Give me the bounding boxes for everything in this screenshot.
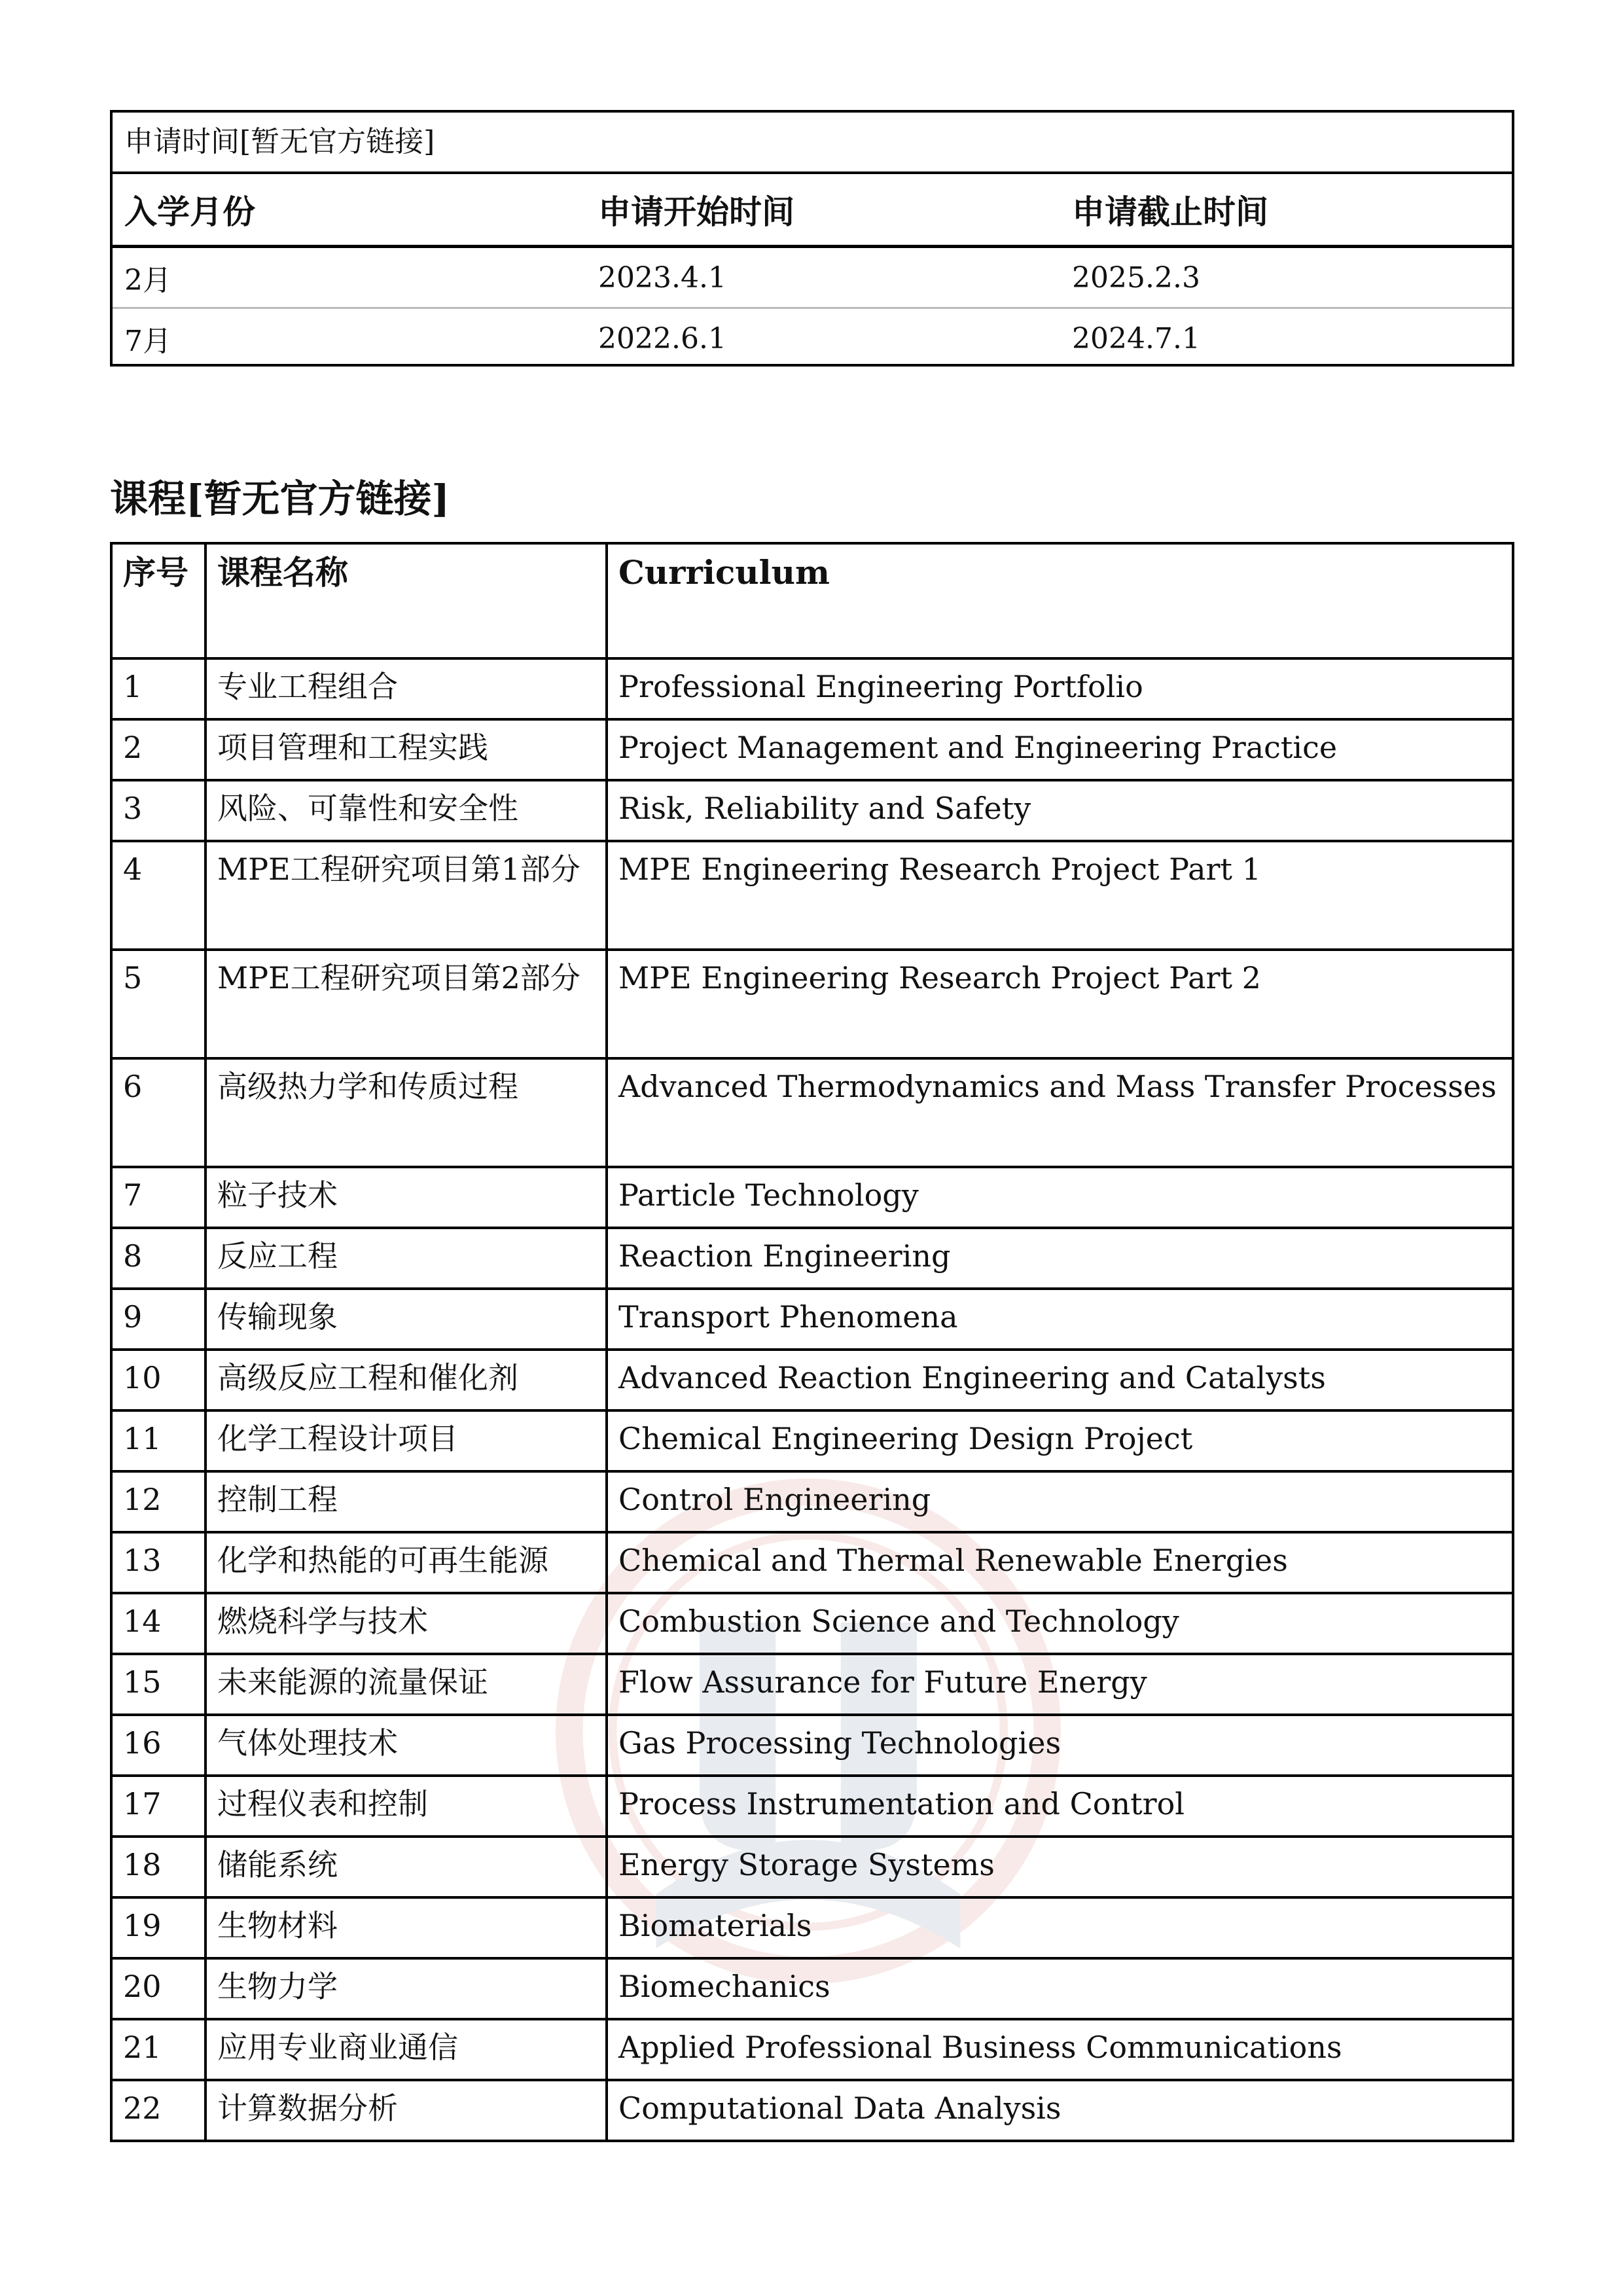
table-row bbox=[111, 1228, 1513, 1289]
course-name-en: Combustion Science and Technology bbox=[607, 1593, 1513, 1654]
course-name-cn: 燃烧科学与技术 bbox=[205, 1593, 607, 1654]
course-number: 16 bbox=[111, 1715, 205, 1776]
deadline: 2025.2.3 bbox=[1060, 247, 1512, 308]
course-number: 7 bbox=[111, 1167, 205, 1228]
curriculum-heading: 课程[暂无官方链接] bbox=[110, 476, 450, 521]
course-name-en: MPE Engineering Research Project Part 1 bbox=[607, 841, 1513, 950]
course-number: 5 bbox=[111, 950, 205, 1058]
table-row bbox=[111, 658, 1513, 719]
course-number: 9 bbox=[111, 1289, 205, 1350]
course-name-cn: 控制工程 bbox=[205, 1471, 607, 1532]
course-number: 8 bbox=[111, 1228, 205, 1289]
table-row bbox=[111, 1715, 1513, 1776]
course-name-cn: MPE工程研究项目第2部分 bbox=[205, 950, 607, 1058]
course-name-en: Advanced Thermodynamics and Mass Transfer Processes bbox=[607, 1058, 1513, 1167]
course-name-cn: 化学工程设计项目 bbox=[205, 1410, 607, 1471]
course-number: 1 bbox=[111, 658, 205, 719]
header-curriculum: Curriculum bbox=[607, 543, 1513, 658]
course-name-en: Particle Technology bbox=[607, 1167, 1513, 1228]
table-row bbox=[111, 1289, 1513, 1350]
course-name-en: Energy Storage Systems bbox=[607, 1837, 1513, 1897]
table-row bbox=[111, 1776, 1513, 1837]
header-number: 序号 bbox=[111, 543, 205, 658]
course-number: 21 bbox=[111, 2019, 205, 2080]
course-name-en: Advanced Reaction Engineering and Catalysts bbox=[607, 1350, 1513, 1410]
course-name-cn: 计算数据分析 bbox=[205, 2080, 607, 2141]
table-row bbox=[111, 1471, 1513, 1532]
course-name-cn: 风险、可靠性和安全性 bbox=[205, 780, 607, 841]
course-name-cn: 反应工程 bbox=[205, 1228, 607, 1289]
start-date: 2022.6.1 bbox=[598, 321, 726, 355]
course-name-cn: 项目管理和工程实践 bbox=[205, 719, 607, 780]
course-number: 4 bbox=[111, 841, 205, 950]
course-number: 22 bbox=[111, 2080, 205, 2141]
course-number: 10 bbox=[111, 1350, 205, 1410]
course-name-en: Transport Phenomena bbox=[607, 1289, 1513, 1350]
course-number: 6 bbox=[111, 1058, 205, 1167]
course-name-cn: 专业工程组合 bbox=[205, 658, 607, 719]
course-number: 17 bbox=[111, 1776, 205, 1837]
course-name-cn: 化学和热能的可再生能源 bbox=[205, 1532, 607, 1593]
course-name-cn: 应用专业商业通信 bbox=[205, 2019, 607, 2080]
course-name-en: Process Instrumentation and Control bbox=[607, 1776, 1513, 1837]
course-name-en: Flow Assurance for Future Energy bbox=[607, 1654, 1513, 1715]
course-name-cn: 粒子技术 bbox=[205, 1167, 607, 1228]
course-name-en: Risk, Reliability and Safety bbox=[607, 780, 1513, 841]
course-name-cn: MPE工程研究项目第1部分 bbox=[205, 841, 607, 950]
course-name-en: Biomaterials bbox=[607, 1897, 1513, 1958]
course-name-en: Reaction Engineering bbox=[607, 1228, 1513, 1289]
table-row bbox=[111, 1350, 1513, 1410]
course-number: 15 bbox=[111, 1654, 205, 1715]
course-number: 13 bbox=[111, 1532, 205, 1593]
course-number: 11 bbox=[111, 1410, 205, 1471]
course-name-cn: 传输现象 bbox=[205, 1289, 607, 1350]
application-dates-table bbox=[113, 174, 1512, 368]
course-name-cn: 高级反应工程和催化剂 bbox=[205, 1350, 607, 1410]
course-number: 12 bbox=[111, 1471, 205, 1532]
curriculum-table bbox=[110, 542, 1514, 2142]
table-row bbox=[111, 1897, 1513, 1958]
application-table-title: 申请时间[暂无官方链接] bbox=[113, 113, 1512, 174]
table-row bbox=[111, 841, 1513, 950]
course-name-en: Computational Data Analysis bbox=[607, 2080, 1513, 2141]
course-number: 2 bbox=[111, 719, 205, 780]
course-name-en: Chemical and Thermal Renewable Energies bbox=[607, 1532, 1513, 1593]
course-name-cn: 生物力学 bbox=[205, 1958, 607, 2019]
table-row bbox=[111, 1958, 1513, 2019]
table-row bbox=[111, 1532, 1513, 1593]
course-name-cn: 高级热力学和传质过程 bbox=[205, 1058, 607, 1167]
course-number: 20 bbox=[111, 1958, 205, 2019]
course-name-en: Control Engineering bbox=[607, 1471, 1513, 1532]
course-name-en: Biomechanics bbox=[607, 1958, 1513, 2019]
application-time-table bbox=[110, 110, 1514, 367]
table-row bbox=[111, 1654, 1513, 1715]
course-number: 14 bbox=[111, 1593, 205, 1654]
table-row bbox=[111, 1410, 1513, 1471]
deadline: 2024.7.1 bbox=[1072, 321, 1200, 355]
header-course-name: 课程名称 bbox=[205, 543, 607, 658]
course-name-en: MPE Engineering Research Project Part 2 bbox=[607, 950, 1513, 1058]
course-name-cn: 过程仪表和控制 bbox=[205, 1776, 607, 1837]
table-row bbox=[111, 1593, 1513, 1654]
header-intake-month: 入学月份 bbox=[113, 174, 586, 247]
course-name-cn: 生物材料 bbox=[205, 1897, 607, 1958]
table-row bbox=[111, 1837, 1513, 1897]
course-name-en: Gas Processing Technologies bbox=[607, 1715, 1513, 1776]
course-name-cn: 储能系统 bbox=[205, 1837, 607, 1897]
header-start-date: 申请开始时间 bbox=[586, 174, 1060, 247]
course-name-en: Project Management and Engineering Practice bbox=[607, 719, 1513, 780]
course-number: 3 bbox=[111, 780, 205, 841]
course-number: 19 bbox=[111, 1897, 205, 1958]
intake-month: 7月 bbox=[124, 325, 171, 358]
table-row bbox=[111, 780, 1513, 841]
course-name-en: Applied Professional Business Communications bbox=[607, 2019, 1513, 2080]
table-row bbox=[113, 247, 1512, 308]
table-row bbox=[113, 308, 1512, 368]
table-row bbox=[111, 1058, 1513, 1167]
table-row bbox=[111, 2080, 1513, 2141]
start-date: 2023.4.1 bbox=[586, 247, 1060, 308]
table-row bbox=[111, 1167, 1513, 1228]
header-deadline: 申请截止时间 bbox=[1060, 174, 1512, 247]
course-name-cn: 未来能源的流量保证 bbox=[205, 1654, 607, 1715]
table-row bbox=[111, 2019, 1513, 2080]
table-row bbox=[111, 719, 1513, 780]
course-name-en: Chemical Engineering Design Project bbox=[607, 1410, 1513, 1471]
course-number: 18 bbox=[111, 1837, 205, 1897]
table-row bbox=[111, 950, 1513, 1058]
course-name-en: Professional Engineering Portfolio bbox=[607, 658, 1513, 719]
course-name-cn: 气体处理技术 bbox=[205, 1715, 607, 1776]
intake-month: 2月 bbox=[113, 247, 586, 308]
